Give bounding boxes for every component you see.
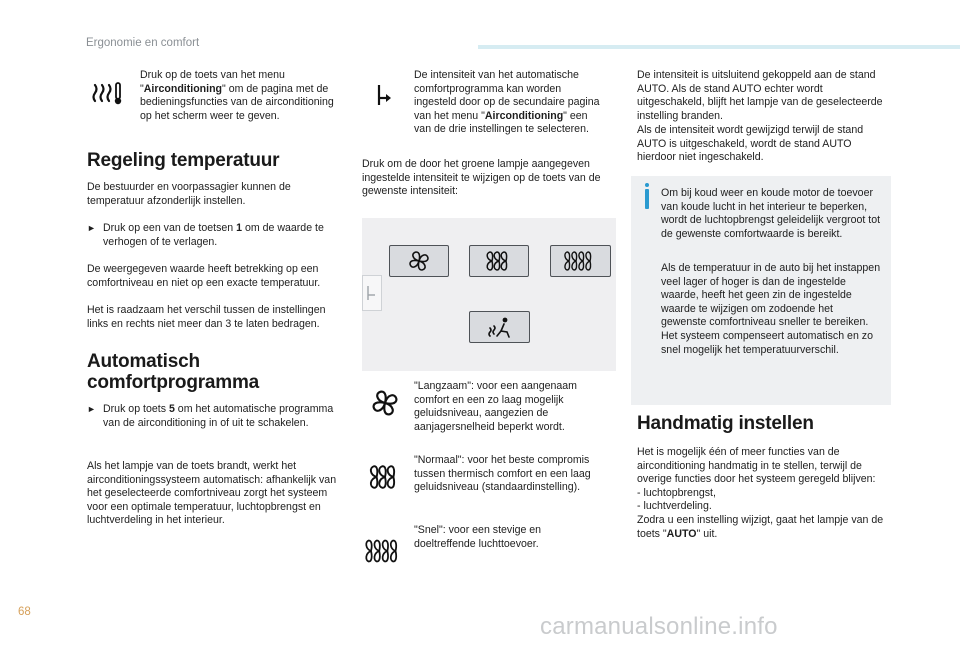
section2-paragraph: Als het lampje van de toets brandt, werkt het airconditioningssysteem automatisch: afhankelijk van het geselecteerde comfortniveau zorgt het systeem voor een optimale temperatuur, luchtopbrengst en luchtverdeling in het interieur.	[87, 460, 337, 527]
section2-bullet: ► Druk op toets 5 om het automatische programma van de airconditioning in of uit te schakelen.	[87, 403, 334, 429]
col3-paragraph-2: Als de intensiteit wordt gewijzigd terwijl de stand AUTO is uitgeschakeld, wordt de stand AUTO hierdoor niet ingeschakeld.	[637, 124, 864, 164]
fan-fast-icon	[364, 536, 406, 566]
panel-side-tab[interactable]	[362, 275, 382, 311]
mode-slow-text: "Langzaam": voor een aangenaam comfort en een zo laag mogelijk geluidsniveau, aangezien de aanjagersnelheid beperkt wordt.	[414, 380, 578, 433]
fan-normal-button[interactable]	[469, 245, 529, 277]
col2-paragraph: Druk om de door het groene lampje aangegeven ingestelde intensiteit te wijzigen op de toets van de gewenste intensiteit:	[362, 158, 601, 198]
section1-paragraph: De bestuurder en voorpassagier kunnen de temperatuur afzonderlijk instellen.	[87, 181, 291, 207]
info-paragraph-1: Om bij koud weer en koude motor de toevoer van koude lucht in het interieur te beperken, wordt de luchtopbrengst geleidelijk vergroot tot de gewenste comfortwaarde is bereikt.	[661, 187, 881, 240]
list-item: - luchtopbrengst,	[637, 486, 716, 499]
bullet-arrow-icon: ►	[87, 404, 96, 414]
auto-seat-icon	[487, 316, 513, 338]
section1-paragraph-2: De weergegeven waarde heeft betrekking op een comfortniveau en niet op een exacte temperatuur.	[87, 263, 321, 289]
section-title-auto-comfort: Automatisch comfortprogramma	[87, 351, 260, 393]
fan-slow-icon	[370, 388, 400, 418]
climate-menu-icon	[92, 80, 124, 106]
fan-intensity-panel	[362, 218, 616, 371]
header-bar	[478, 45, 960, 49]
mode-normal-text: "Normaal": voor het beste compromis tussen thermisch comfort en een laag geluidsniveau (standaardinstelling).	[414, 454, 591, 494]
header-title: Ergonomie en comfort	[86, 37, 200, 49]
secondary-page-icon	[376, 82, 396, 108]
auto-seat-button[interactable]	[469, 311, 530, 343]
fan-slow-button[interactable]	[389, 245, 449, 277]
section1-bullet: ► Druk op een van de toetsen 1 om de waarde te verhogen of te verlagen.	[87, 222, 324, 248]
info-icon-dot	[645, 183, 649, 187]
section-title-manual: Handmatig instellen	[637, 413, 814, 434]
bullet-arrow-icon: ►	[87, 223, 96, 233]
col3-paragraph-1: De intensiteit is uitsluitend gekoppeld aan de stand AUTO. Als de stand AUTO echter wordt uitgeschakeld, blijft het lampje van de geselecteerde instelling branden.	[637, 69, 883, 122]
mode-fast-text: "Snel": voor een stevige en doeltreffende luchttoevoer.	[414, 524, 542, 550]
fan-slow-icon	[408, 250, 430, 272]
section1-paragraph-3: Het is raadzaam het verschil tussen de instellingen links en rechts niet meer dan 3 te laten bedragen.	[87, 304, 326, 330]
info-icon	[645, 189, 649, 209]
page-number: 68	[18, 606, 31, 618]
fan-fast-button[interactable]	[550, 245, 611, 277]
section-title-temperature: Regeling temperatuur	[87, 150, 280, 171]
info-paragraph-2: Als de temperatuur in de auto bij het instappen veel lager of hoger is dan de ingestelde waarde, heeft het geen zin de ingestelde waarde te wijzigen om zodoende het gewenste comfortniveau sneller te bereiken. Het systeem compenseert automatisch en zo snel mogelijk het temperatuurverschil.	[661, 262, 881, 356]
fan-normal-icon	[484, 250, 514, 272]
fan-normal-icon	[367, 462, 403, 492]
section3-paragraph: Het is mogelijk één of meer functies van de airconditioning handmatig in te stellen, terwijl de overige functies door het systeem geregeld blijven: - luchtopbrengst, - luchtverdeling. Zodra u een instelling wijzigt, gaat het lampje van de toets "AUTO" uit.	[637, 446, 887, 541]
watermark: carmanualsonline.info	[540, 613, 778, 640]
fan-fast-icon	[563, 250, 599, 272]
list-item: - luchtverdeling.	[637, 500, 712, 513]
col2-intro: De intensiteit van het automatische comfortprogramma kan worden ingesteld door op de secundaire pagina van het menu "Airconditioning" een van de drie instellingen te selecteren.	[414, 69, 600, 136]
col1-intro: Druk op de toets van het menu "Airconditioning" om de pagina met de bedieningsfuncties van de airconditioning op het scherm weer te geven.	[140, 69, 334, 122]
